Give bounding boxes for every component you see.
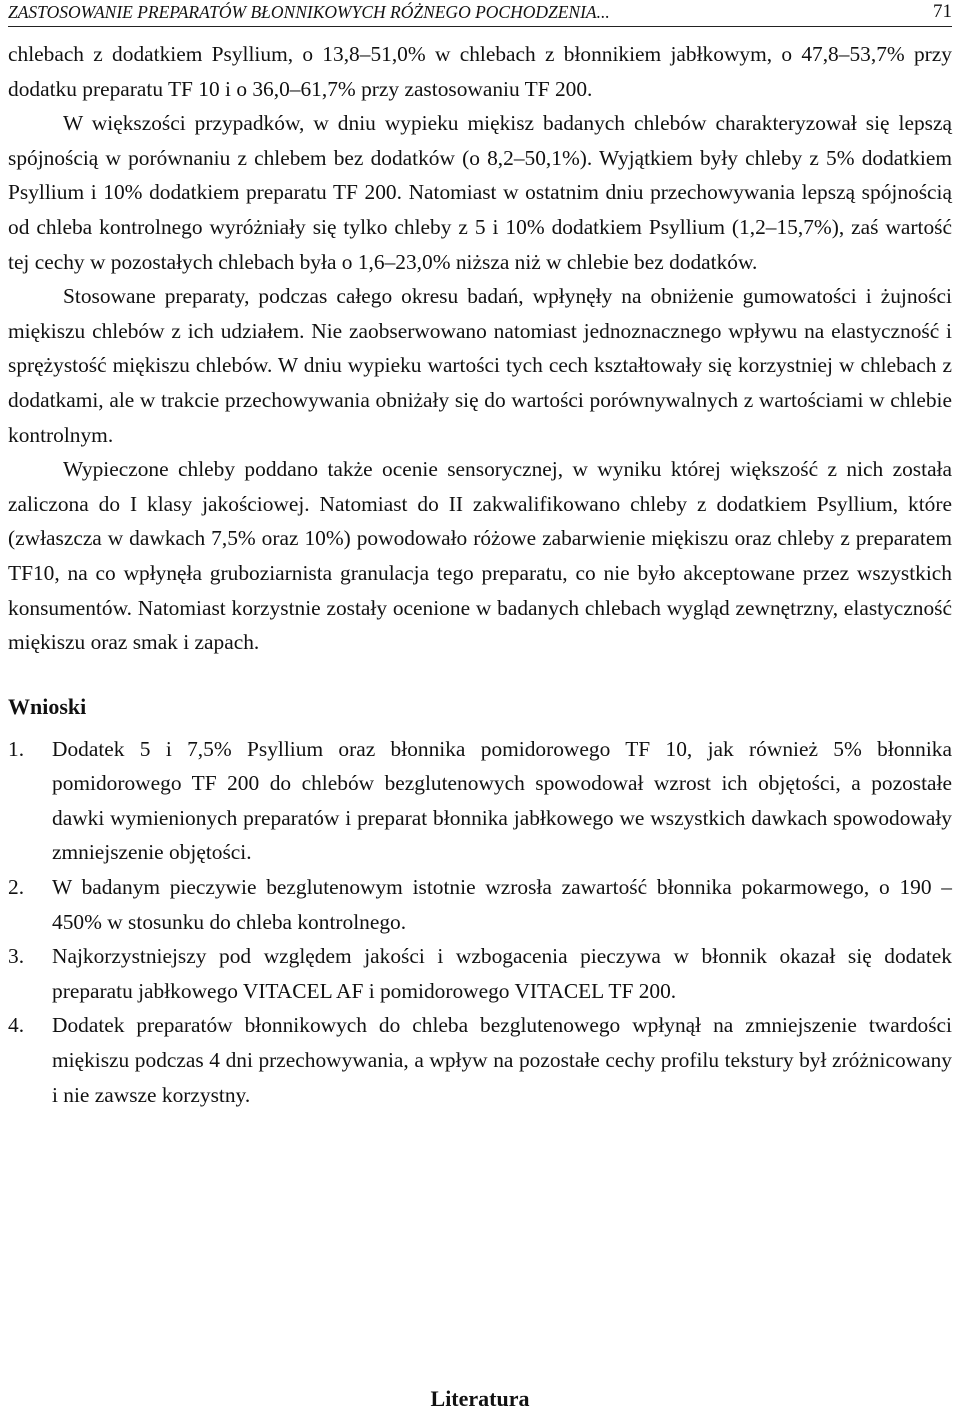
conclusion-number: 3. (8, 944, 25, 969)
paragraph-sensory: Wypieczone chleby poddano także ocenie sensorycznej, w wyniku której większość z nich została zaliczona do I klasy jakościowej. Natomiast do II zakwalifikowano chleby z dodatkiem Psyllium, które (zwłaszcza w dawkach 7,5% oraz 10%) powodowało różowe zabarwienie miękiszu oraz chleby z preparatem TF10, na co wpłynęła gruboziarnista granulacja tego preparatu, co nie było akceptowane przez wszystkich konsumentów. Natomiast korzystnie zostały ocenione w badanych chlebach wygląd zewnętrzny, elastyczność miękiszu oraz smak i zapach. (8, 457, 952, 655)
conclusion-number: 4. (8, 1013, 25, 1038)
conclusions-heading: Wnioski (8, 693, 87, 719)
conclusion-number: 1. (8, 736, 25, 761)
conclusion-text: Dodatek 5 i 7,5% Psyllium oraz błonnika pomidorowego TF 10, jak również 5% błonnika pomidorowego TF 200 do chlebów bezglutenowych spowodował wzrost ich objętości, a pozostałe dawki wymienionych preparatów i preparat błonnika jabłkowego we wszystkich dawkach spowodowały zmniejszenie objętości. (52, 736, 952, 865)
conclusion-item (8, 1008, 952, 1112)
conclusion-text: Najkorzystniejszy pod względem jakości i wzbogacenia pieczywa w błonnik okazał się dodatek preparatu jabłkowego VITACEL AF i pomidorowego VITACEL TF 200. (52, 944, 952, 1003)
conclusions-list (8, 732, 952, 1113)
paragraph-continuation: chlebach z dodatkiem Psyllium, o 13,8–51,0% w chlebach z błonnikiem jabłkowym, o 47,8–53,7% przy dodatku preparatu TF 10 i o 36,0–61,7% przy zastosowaniu TF 200. (8, 42, 952, 101)
running-header (8, 0, 952, 27)
paragraph-gumminess: Stosowane preparaty, podczas całego okresu badań, wpłynęły na obniżenie gumowatości i żujności miękiszu chlebów z ich udziałem. Nie zaobserwowano natomiast jednoznacznego wpływu na elastyczność i sprężystość miękiszu chlebów. W dniu wypieku wartości tych cech kształtowały się korzystniej w chlebach z dodatkami, ale w trakcie przechowywania obniżały się do wartości porównywalnych z wartościami w chlebie kontrolnym. (8, 284, 952, 447)
document-page (8, 0, 952, 1411)
literature-heading: Literatura (430, 1386, 530, 1411)
paragraph-cohesiveness: W większości przypadków, w dniu wypieku miękisz badanych chlebów charakteryzował się lepszą spójnością w porównaniu z chlebem bez dodatków (o 8,2–50,1%). Wyjątkiem były chleby z 5% dodatkiem Psyllium i 10% dodatkiem preparatu TF 200. Natomiast w ostatnim dniu przechowywania lepszą spójnością od chleba kontrolnego wyróżniały się tylko chleby z 5 i 10% dodatkiem Psyllium (1,2–15,7%), zaś wartość tej cechy w pozostałych chlebach była o 1,6–23,0% niższa niż w chlebie bez dodatków. (8, 111, 952, 274)
conclusion-item (8, 732, 952, 870)
running-header-title: ZASTOSOWANIE PREPARATÓW BŁONNIKOWYCH RÓŻNEGO POCHODZENIA... (8, 2, 610, 22)
conclusion-text: W badanym pieczywie bezglutenowym istotnie wzrosła zawartość błonnika pokarmowego, o 190 – 450% w stosunku do chleba kontrolnego. (52, 875, 952, 934)
conclusion-number: 2. (8, 875, 25, 900)
page-number: 71 (933, 1, 952, 22)
body-text (8, 37, 952, 660)
conclusion-item (8, 939, 952, 1008)
conclusion-item (8, 870, 952, 939)
conclusion-text: Dodatek preparatów błonnikowych do chleba bezglutenowego wpłynął na zmniejszenie twardości miękiszu podczas 4 dni przechowywania, a wpływ na pozostałe cechy profilu tekstury był zróżnicowany i nie zawsze korzystny. (52, 1013, 952, 1107)
